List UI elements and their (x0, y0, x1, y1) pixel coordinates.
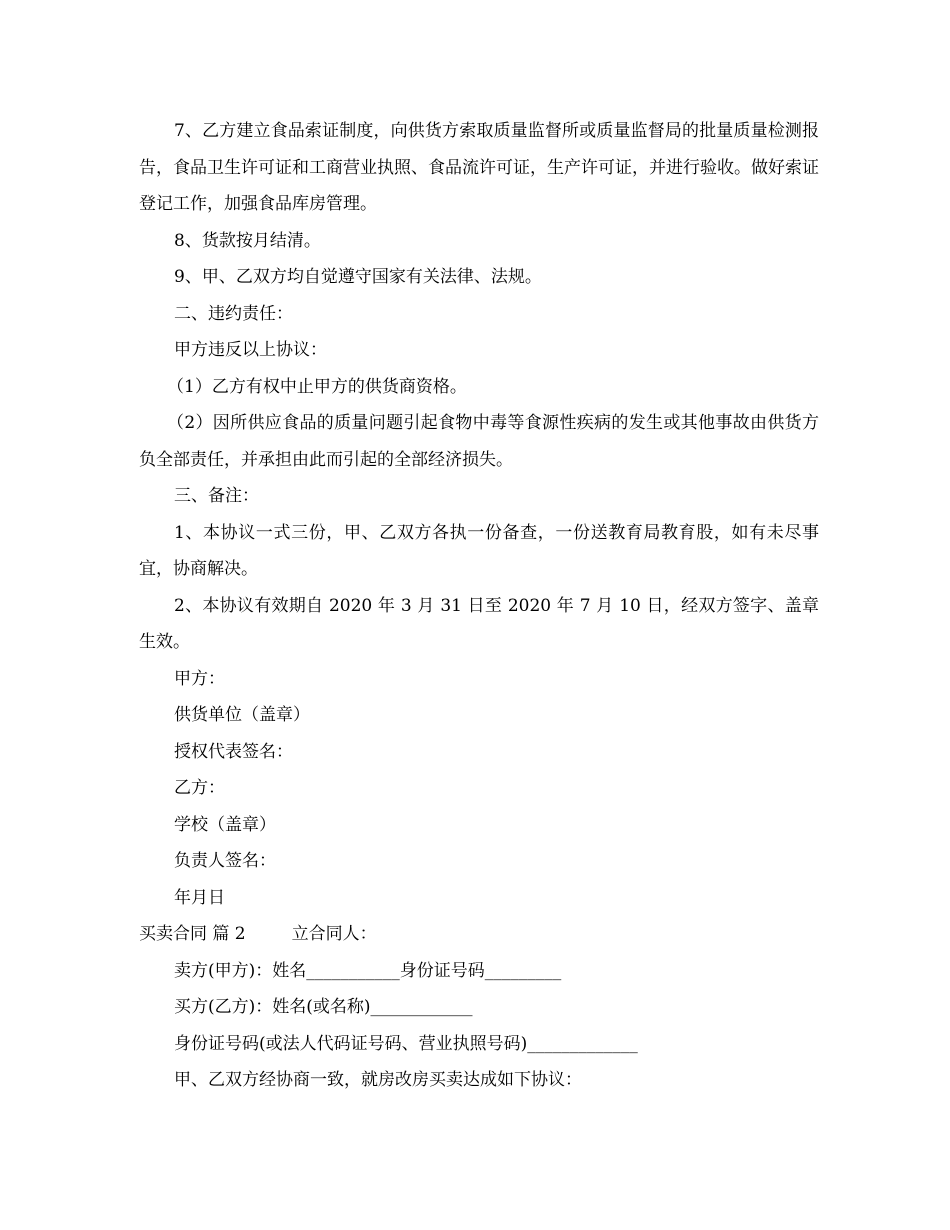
signature-supplier-seal: 供货单位（盖章） (174, 705, 310, 725)
agreement-line: 甲、乙双方经协商一致，就房改房买卖达成如下协议： (174, 1070, 582, 1090)
consequence-1: （1）乙方有权中止甲方的供货商资格。 (167, 376, 467, 397)
signature-date: 年月日 (174, 887, 225, 908)
section-breach-heading: 二、违约责任： (174, 303, 293, 324)
contract-2-title: 买卖合同 篇 2 (139, 924, 246, 944)
document-page (139, 113, 819, 1099)
contract-2-subtitle: 立合同人： (291, 924, 377, 944)
note-1: 1、本协议一式三份，甲、乙双方各执一份备查，一份送教育局教育股，如有未尽事宜，协商解决。 (139, 522, 819, 579)
note-2: 2、本协议有效期自 2020 年 3 月 31 日至 2020 年 7 月 10 日，经双方签字、盖章生效。 (139, 595, 819, 652)
clause-8: 8、货款按月结清。 (174, 230, 321, 251)
clause-7: 7、乙方建立食品索证制度，向供货方索取质量监督所或质量监督局的批量质量检测报告，食品卫生许可证和工商营业执照、食品流许可证，生产许可证，并进行验收。做好索证登记工作，加强食品库房管理。 (139, 121, 819, 214)
buyer-id-line: 身份证号码(或法人代码证号码、营业执照号码)_____________ (174, 1033, 638, 1054)
signature-authorized-rep: 授权代表签名： (174, 741, 293, 762)
buyer-line: 买方(乙方)：姓名(或名称)____________ (174, 997, 473, 1017)
signature-party-a: 甲方： (174, 668, 225, 689)
signature-principal: 负责人签名： (174, 851, 276, 871)
section-notes-heading: 三、备注： (174, 486, 259, 506)
signature-school-seal: 学校（盖章） (174, 814, 276, 835)
seller-line: 卖方(甲方)：姓名___________身份证号码_________ (174, 960, 562, 981)
party-a-violation: 甲方违反以上协议： (174, 340, 327, 360)
consequence-2: （2）因所供应食品的质量问题引起食物中毒等食源性疾病的发生或其他事故由供货方负全部责任，并承担由此而引起的全部经济损失。 (139, 413, 819, 470)
contract-2-heading (139, 916, 819, 953)
clause-9: 9、甲、乙双方均自觉遵守国家有关法律、法规。 (174, 267, 542, 287)
signature-party-b: 乙方： (174, 778, 225, 798)
